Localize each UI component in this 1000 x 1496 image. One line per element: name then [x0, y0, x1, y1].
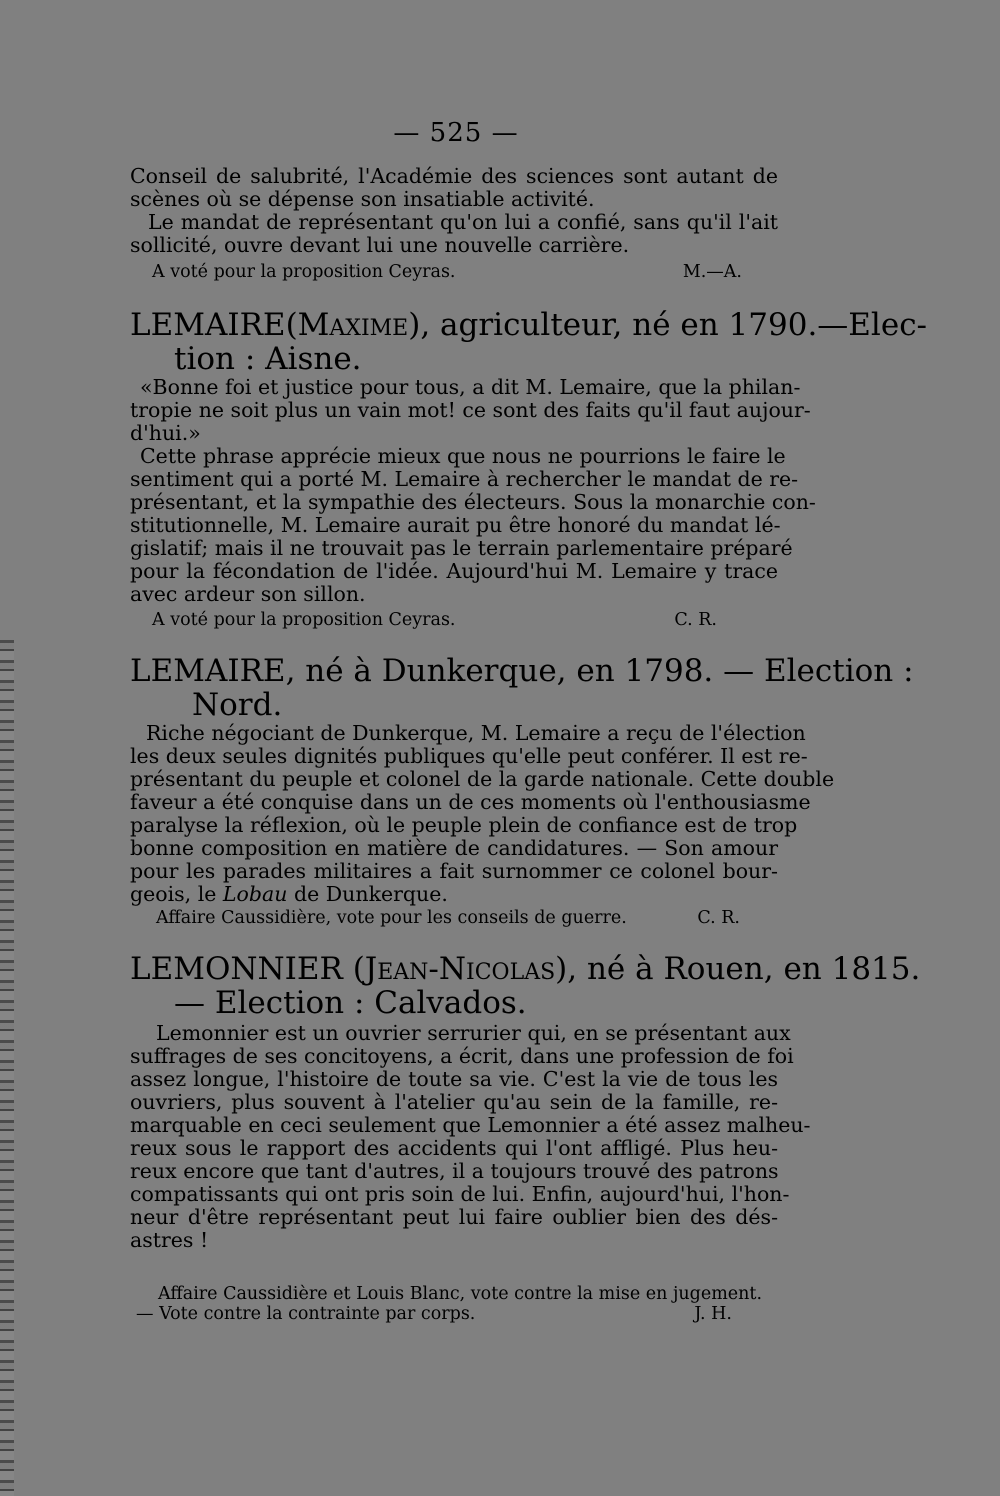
text-line: pour la fécondation de l'idée. Aujourd'hui M. Lemaire y trace [130, 559, 778, 583]
text-run: geois, le [130, 882, 223, 906]
entry-vote-line [156, 908, 740, 928]
text-line: neur d'être représentant peut lui faire oublier bien des dés- [130, 1205, 778, 1229]
entry-heading-lemaire-dunkerque [130, 653, 914, 723]
intro-vote-line [152, 262, 742, 282]
vote-text: — Vote contre la contrainte par corps. [136, 1304, 476, 1324]
vote-text: A voté pour la proposition Ceyras. [152, 262, 456, 282]
binding-edge [0, 640, 14, 1496]
text-line: sollicité, ouvre devant lui une nouvelle carrière. [130, 233, 630, 257]
text-line: pour les parades militaires a fait surnommer ce colonel bour- [130, 859, 778, 883]
heading-name: LEMAIRE [130, 653, 286, 689]
heading-details: , agriculteur, né en 1790.—Elec- [420, 307, 928, 343]
text-line: présentant du peuple et colonel de la garde nationale. Cette double [130, 767, 835, 791]
vote-line [136, 1304, 732, 1324]
entry-heading-lemaire-maxime [130, 307, 928, 377]
text-line: d'hui.» [130, 421, 201, 445]
italic-name: Lobau [222, 882, 288, 906]
text-line: gislatif; mais il ne trouvait pas le terrain parlementaire préparé [130, 536, 793, 560]
entry-vote-line [152, 610, 717, 630]
text-line: Conseil de salubrité, l'Académie des sciences sont autant de [130, 164, 778, 188]
text-line: faveur a été conquise dans un de ces moments où l'enthousiasme [130, 790, 811, 814]
text-line [130, 883, 778, 906]
text-line: Le mandat de représentant qu'on lui a confié, sans qu'il l'ait [148, 210, 778, 234]
heading-name: LEMAIRE [130, 307, 286, 343]
text-line: paralyse la réflexion, où le peuple plein de confiance est de trop [130, 813, 798, 837]
heading-details: , né à Rouen, en 1815. [567, 951, 921, 987]
intro-paragraph [130, 165, 778, 257]
heading-continuation: Nord. [192, 687, 283, 723]
entry-paragraph [130, 721, 835, 906]
entry-body-lemaire-maxime [130, 375, 816, 606]
text-line: ouvriers, plus souvent à l'atelier qu'au sein de la famille, re- [130, 1090, 778, 1114]
entry-vote-block [136, 1284, 780, 1324]
text-line: avec ardeur son sillon. [130, 582, 366, 606]
text-line: sentiment qui a porté M. Lemaire à rechercher le mandat de re- [130, 467, 799, 491]
author-initials: C. R. [697, 908, 740, 928]
heading-given-name: (Maxime) [285, 307, 421, 343]
heading-details: , né à Dunkerque, en 1798. — Election : [285, 653, 914, 689]
author-initials: C. R. [674, 610, 717, 630]
text-line: présentant, et la sympathie des électeurs. Sous la monarchie con- [130, 490, 816, 514]
intro-block [130, 165, 778, 257]
heading-given-name: (Jean-Nicolas) [352, 951, 568, 987]
text-line: suffrages de ses concitoyens, a écrit, dans une profession de foi [130, 1044, 794, 1068]
author-initials: J. H. [694, 1304, 732, 1324]
text-run: de Dunkerque. [287, 882, 448, 906]
text-line: compatissants qui ont pris soin de lui. Enfin, aujourd'hui, l'hon- [130, 1182, 790, 1206]
text-line: Riche négociant de Dunkerque, M. Lemaire a reçu de l'élection [146, 721, 806, 745]
entry-body-lemaire-dunkerque [130, 721, 835, 906]
heading-continuation: tion : Aisne. [174, 341, 362, 377]
vote-text: A voté pour la proposition Ceyras. [152, 610, 456, 630]
entry-heading-lemonnier [130, 951, 921, 1021]
text-line: reux encore que tant d'autres, il a toujours trouvé des patrons [130, 1159, 779, 1183]
heading-continuation: — Election : Calvados. [174, 985, 527, 1021]
text-line: les deux seules dignités publiques qu'elle peut conférer. Il est re- [130, 744, 808, 768]
text-line: marquable en ceci seulement que Lemonnier a été assez malheu- [130, 1113, 811, 1137]
text-line: assez longue, l'histoire de toute sa vie. C'est la vie de tous les [130, 1067, 778, 1091]
text-line: tropie ne soit plus un vain mot! ce sont des faits qu'il faut aujour- [130, 398, 811, 422]
entry-paragraph [130, 375, 816, 606]
page-number: — 525 — [393, 118, 519, 148]
text-line: «Bonne foi et justice pour tous, a dit M. Lemaire, que la philan- [140, 375, 801, 399]
vote-text: Affaire Caussidière et Louis Blanc, vote contre la mise en jugement. [158, 1284, 763, 1304]
text-line: astres ! [130, 1228, 209, 1252]
text-line: Lemonnier est un ouvrier serrurier qui, en se présentant aux [156, 1021, 791, 1045]
heading-name: LEMONNIER [130, 951, 343, 987]
vote-text: Affaire Caussidière, vote pour les conseils de guerre. [156, 908, 627, 928]
text-line: reux sous le rapport des accidents qui l'ont affligé. Plus heu- [130, 1136, 778, 1160]
text-line: bonne composition en matière de candidatures. — Son amour [130, 836, 778, 860]
text-line: stitutionnelle, M. Lemaire aurait pu être honoré du mandat lé- [130, 513, 781, 537]
entry-body-lemonnier [130, 1021, 811, 1252]
text-line: Cette phrase apprécie mieux que nous ne pourrions le faire le [140, 444, 786, 468]
entry-paragraph [130, 1021, 811, 1252]
text-line: scènes où se dépense son insatiable activité. [130, 187, 595, 211]
author-initials: M.—A. [682, 262, 742, 282]
